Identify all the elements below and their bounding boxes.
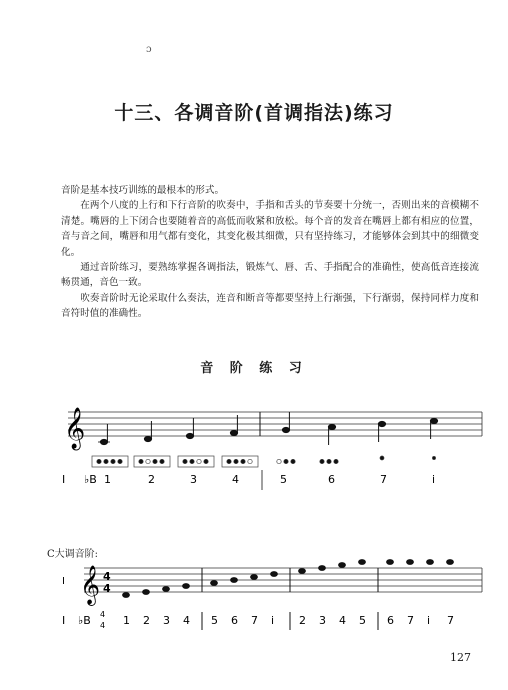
jianpu-number: 7 xyxy=(380,473,387,486)
body-text xyxy=(61,183,479,322)
time-signature-bottom: 4 xyxy=(103,582,111,595)
time-signature-top: 4 xyxy=(103,570,111,583)
jianpu-number: 1 xyxy=(123,614,130,627)
scale-staff-2 xyxy=(0,558,508,638)
jianpu-number: 2 xyxy=(143,614,150,627)
note-head xyxy=(427,560,434,565)
staff-lines xyxy=(84,568,482,592)
section-subtitle: 音 阶 练 习 xyxy=(200,361,308,376)
jianpu-number: 5 xyxy=(359,614,366,627)
jianpu-number: 4 xyxy=(339,614,346,627)
jianpu-number: 7 xyxy=(447,614,454,627)
jianpu-number: 3 xyxy=(190,473,197,486)
fingering-charts xyxy=(92,456,436,467)
jianpu-number: 4 xyxy=(232,473,239,486)
note-head xyxy=(251,575,258,580)
jianpu-numbers xyxy=(123,612,454,630)
note-head xyxy=(319,566,326,571)
note-head xyxy=(231,578,238,583)
key-label: ♭B xyxy=(84,473,97,486)
page-title: 十三、各调音阶(首调指法)练习 xyxy=(114,102,394,124)
jianpu-number: 2 xyxy=(299,614,306,627)
jianpu-number: 3 xyxy=(163,614,170,627)
notes xyxy=(98,412,438,445)
time-signature-bottom: 4 xyxy=(100,621,106,630)
jianpu-number: 7 xyxy=(251,614,258,627)
jianpu-number: 5 xyxy=(280,473,287,486)
instrument-marker: I xyxy=(62,473,66,486)
key-label: ♭B xyxy=(78,614,91,627)
treble-clef-icon: 𝄞 xyxy=(80,565,101,605)
jianpu-number: 6 xyxy=(387,614,394,627)
scale-label: C大调音阶: xyxy=(47,549,99,560)
jianpu-number: 5 xyxy=(211,614,218,627)
note-head xyxy=(299,569,306,574)
time-signature-top: 4 xyxy=(100,610,106,619)
paragraph: 音阶是基本技巧训练的最根本的形式。 xyxy=(61,185,225,196)
note-head xyxy=(339,563,346,568)
paragraph: 通过音阶练习，要熟练掌握各调指法，锻炼气、唇、舌、手指配合的准确性，使高低音连接流畅贯通，音色一致。 xyxy=(61,262,479,289)
instrument-marker: I xyxy=(62,614,66,627)
jianpu-number: 4 xyxy=(183,614,190,627)
jianpu-number: 3 xyxy=(319,614,326,627)
staff-lines xyxy=(68,412,482,436)
note-head xyxy=(211,581,218,586)
jianpu-number: 7 xyxy=(407,614,414,627)
note-head xyxy=(163,587,170,592)
jianpu-number: i xyxy=(432,473,436,486)
jianpu-number: 2 xyxy=(148,473,155,486)
scale-staff-1 xyxy=(0,400,508,500)
paragraph: 在两个八度的上行和下行音阶的吹奏中，手指和舌头的节奏要十分统一，否则出来的音模糊不清楚。嘴唇的上下闭合也要随着音的高低而收紧和放松。每个音的发音在嘴唇上都有相应的位置，音与音之间，嘴唇和用气都有变化，其变化极其细微，只有坚持练习，才能够体会到其中的细微变化。 xyxy=(61,200,479,258)
note-head xyxy=(271,572,278,577)
jianpu-number: 1 xyxy=(104,473,111,486)
jianpu-number: i xyxy=(427,614,431,627)
instrument-marker: I xyxy=(62,576,65,587)
note-head xyxy=(359,560,366,565)
note-head xyxy=(143,590,150,595)
note-head xyxy=(387,560,394,565)
jianpu-number: 6 xyxy=(328,473,335,486)
note-head xyxy=(183,584,190,589)
page-number: 127 xyxy=(450,651,471,664)
jianpu-number: i xyxy=(271,614,275,627)
note-head xyxy=(407,560,414,565)
note-head xyxy=(123,593,130,598)
page-mark: ɔ xyxy=(146,44,152,55)
treble-clef-icon: 𝄞 xyxy=(64,408,86,449)
note-head xyxy=(447,560,454,565)
jianpu-number: 6 xyxy=(231,614,238,627)
paragraph: 吹奏音阶时无论采取什么奏法，连音和断音等都要坚持上行渐强，下行渐弱，保持同样力度和音符时值的准确性。 xyxy=(61,292,479,320)
